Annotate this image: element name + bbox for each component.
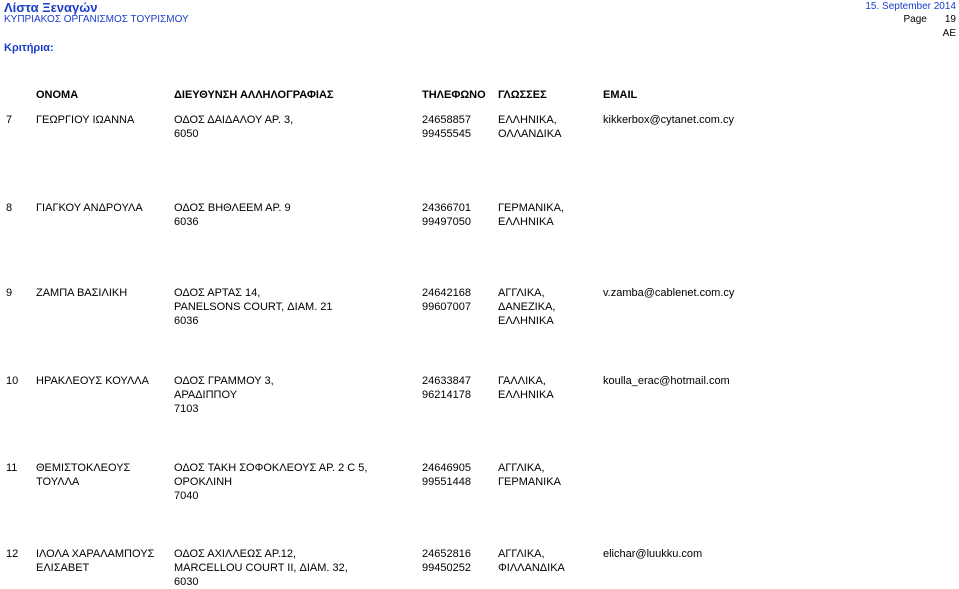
phone-number: 99450252 xyxy=(422,562,471,574)
postal-address: PANELSONS COURT, ΔΙΑΜ. 21 xyxy=(174,301,333,313)
languages: ΕΛΛΗΝΙΚΑ xyxy=(498,216,554,228)
postal-address-cell xyxy=(174,286,333,328)
row-number: 12 xyxy=(6,548,19,560)
email-address: koulla_erac@hotmail.com xyxy=(603,375,730,387)
languages-cell xyxy=(498,461,561,489)
email-address: kikkerbox@cytanet.com.cy xyxy=(603,114,734,126)
guide-name-cell xyxy=(36,201,143,215)
row-number: 11 xyxy=(6,462,18,474)
email-address-cell xyxy=(603,374,730,388)
guide-name: ΙΛΟΛΑ ΧΑΡΑΛΑΜΠΟΥΣ xyxy=(36,548,155,560)
languages: ΓΕΡΜΑΝΙΚΑ, xyxy=(498,202,564,214)
postal-address: 6036 xyxy=(174,216,199,228)
page-number: 19 xyxy=(944,14,956,25)
row-number-cell xyxy=(6,547,18,561)
guide-name: ΤΟΥΛΛΑ xyxy=(36,476,80,488)
column-header-languages: ΓΛΩΣΣΕΣ xyxy=(498,89,547,101)
languages: ΦΙΛΛΑΝΔΙΚΑ xyxy=(498,562,565,574)
guide-name: ΓΙΑΓΚΟΥ ΑΝΔΡΟΥΛΑ xyxy=(36,202,143,214)
languages: ΓΕΡΜΑΝΙΚΑ xyxy=(498,476,561,488)
languages-cell xyxy=(498,286,555,328)
languages-cell xyxy=(498,547,565,575)
languages: ΕΛΛΗΝΙΚΑ xyxy=(498,315,554,327)
report-title: Λίστα Ξεναγών xyxy=(4,0,98,15)
languages: ΕΛΛΗΝΙΚΑ xyxy=(498,389,554,401)
page-indicator xyxy=(904,14,956,25)
phone-number: 24633847 xyxy=(422,375,471,387)
languages-cell xyxy=(498,201,564,229)
guide-name-cell xyxy=(36,374,149,388)
phone-number: 99497050 xyxy=(422,216,471,228)
postal-address-cell xyxy=(174,201,291,229)
phone-number-cell xyxy=(422,113,471,141)
phone-number: 24658857 xyxy=(422,114,471,126)
organization-name: ΚΥΠΡΙΑΚΟΣ ΟΡΓΑΝΙΣΜΟΣ ΤΟΥΡΙΣΜΟΥ xyxy=(4,14,189,25)
column-header-phone: ΤΗΛΕΦΩΝΟ xyxy=(422,89,486,101)
languages: ΕΛΛΗΝΙΚΑ, xyxy=(498,114,557,126)
email-address-cell xyxy=(603,286,734,300)
postal-address: ΟΔΟΣ ΤΑΚΗ ΣΟΦΟΚΛΕΟΥΣ ΑΡ. 2 C 5, xyxy=(174,462,368,474)
postal-address: ΟΔΟΣ ΑΧΙΛΛΕΩΣ ΑΡ.12, xyxy=(174,548,297,560)
row-number: 7 xyxy=(6,114,13,126)
row-number: 8 xyxy=(6,202,13,214)
guide-name: ΕΛΙΣΑΒΕΤ xyxy=(36,562,90,574)
languages-cell xyxy=(498,113,561,141)
postal-address: 6036 xyxy=(174,315,199,327)
phone-number: 24642168 xyxy=(422,287,471,299)
postal-address: ΟΔΟΣ ΔΑΙΔΑΛΟΥ ΑΡ. 3, xyxy=(174,114,294,126)
guide-name: ΓΕΩΡΓΙΟΥ ΙΩΑΝΝΑ xyxy=(36,114,135,126)
phone-number-cell xyxy=(422,286,471,314)
phone-number: 99551448 xyxy=(422,476,471,488)
criteria-label: Κριτήρια: xyxy=(4,42,54,54)
phone-number: 24646905 xyxy=(422,462,471,474)
guide-name: ΘΕΜΙΣΤΟΚΛΕΟΥΣ xyxy=(36,462,131,474)
postal-address: 6030 xyxy=(174,576,199,588)
page-label: Page xyxy=(903,14,927,25)
row-number: 9 xyxy=(6,287,13,299)
email-address: elichar@luukku.com xyxy=(603,548,703,560)
languages-cell xyxy=(498,374,554,402)
guide-name: ΖΑΜΠΑ ΒΑΣΙΛΙΚΗ xyxy=(36,287,128,299)
guide-name-cell xyxy=(36,547,154,575)
postal-address-cell xyxy=(174,461,367,503)
row-number-cell xyxy=(6,113,12,127)
phone-number: 99455545 xyxy=(422,128,471,140)
postal-address: ΟΔΟΣ ΑΡΤΑΣ 14, xyxy=(174,287,261,299)
guide-name-cell xyxy=(36,461,130,489)
postal-address: 7103 xyxy=(174,403,199,415)
postal-address: ΟΡΟΚΛΙΝΗ xyxy=(174,476,233,488)
row-number-cell xyxy=(6,461,17,475)
report-header xyxy=(0,0,959,62)
postal-address: ΑΡΑΔΙΠΠΟΥ xyxy=(174,389,238,401)
languages: ΓΑΛΛΙΚΑ, xyxy=(498,375,546,387)
phone-number: 24366701 xyxy=(422,202,471,214)
postal-address: 7040 xyxy=(174,490,199,502)
column-header-name: ΟΝΟΜΑ xyxy=(36,89,79,101)
postal-address: MARCELLOU COURT II, ΔΙΑΜ. 32, xyxy=(174,562,348,574)
phone-number-cell xyxy=(422,547,471,575)
guide-name: ΗΡΑΚΛΕΟΥΣ ΚΟΥΛΛΑ xyxy=(36,375,149,387)
guide-name-cell xyxy=(36,113,134,127)
email-address-cell xyxy=(603,547,702,561)
row-number: 10 xyxy=(6,375,19,387)
row-number-cell xyxy=(6,374,18,388)
phone-number: 99607007 xyxy=(422,301,471,313)
languages: ΑΓΓΛΙΚΑ, xyxy=(498,462,545,474)
postal-address: 6050 xyxy=(174,128,199,140)
languages: ΔΑΝΕΖΙΚΑ, xyxy=(498,301,556,313)
phone-number-cell xyxy=(422,374,471,402)
email-address: v.zamba@cablenet.com.cy xyxy=(603,287,735,299)
row-number-cell xyxy=(6,201,12,215)
email-address-cell xyxy=(603,113,734,127)
guide-name-cell xyxy=(36,286,127,300)
row-number-cell xyxy=(6,286,12,300)
column-header-email: EMAIL xyxy=(603,89,638,101)
postal-address: ΟΔΟΣ ΓΡΑΜΜΟΥ 3, xyxy=(174,375,274,387)
report-date: 15. September 2014 xyxy=(865,1,956,12)
phone-number: 24652816 xyxy=(422,548,471,560)
language-code: AE xyxy=(942,28,956,39)
phone-number-cell xyxy=(422,461,471,489)
languages: ΑΓΓΛΙΚΑ, xyxy=(498,548,545,560)
postal-address-cell xyxy=(174,113,293,141)
column-header-address: ΔΙΕΥΘΥΝΣΗ ΑΛΛΗΛΟΓΡΑΦΙΑΣ xyxy=(174,89,334,101)
phone-number: 96214178 xyxy=(422,389,471,401)
postal-address: ΟΔΟΣ ΒΗΘΛΕΕΜ ΑΡ. 9 xyxy=(174,202,291,214)
languages: ΑΓΓΛΙΚΑ, xyxy=(498,287,545,299)
languages: ΟΛΛΑΝΔΙΚΑ xyxy=(498,128,562,140)
phone-number-cell xyxy=(422,201,471,229)
postal-address-cell xyxy=(174,374,274,416)
